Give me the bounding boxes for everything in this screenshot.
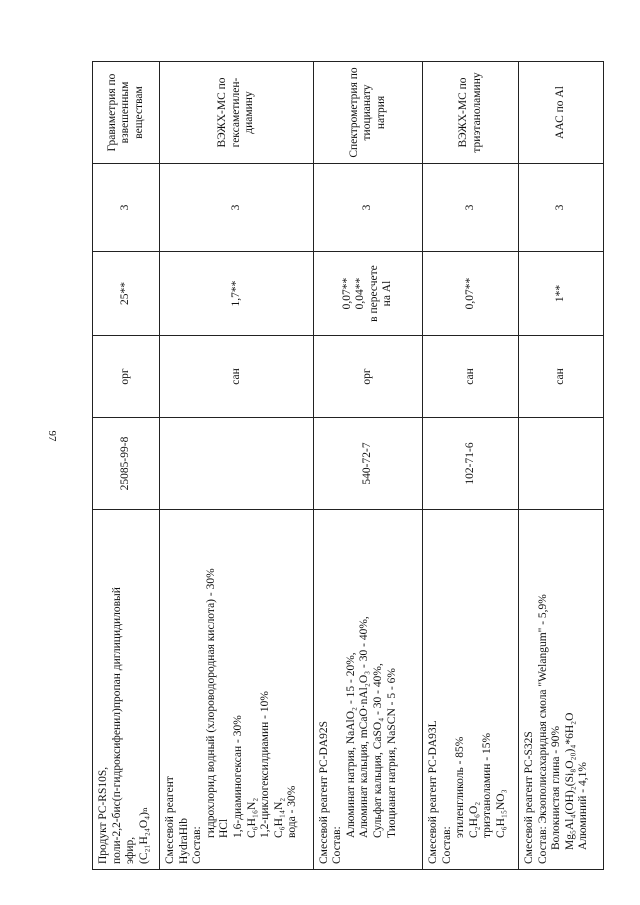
text-line: вода - 30% (286, 785, 299, 838)
text-line: 0,07** (340, 277, 353, 310)
class-cell: 3 (519, 164, 604, 252)
cas-cell: 25085-99-8 (93, 418, 160, 510)
text-line: Состав: (440, 826, 453, 864)
text-line: Смесевой реагент PC-DA92S (317, 720, 330, 864)
text-line: Алюминат натрия, NaAlO₂ - 15 - 20%, (344, 652, 357, 838)
table-row (160, 62, 314, 870)
text-line: гидрохлорид водный (хлороводородная кислота) - 30% (204, 568, 217, 838)
text-line: (C₂₁H₂₄O₄)ₙ (137, 807, 150, 864)
text-line: Смесевой реагент (164, 776, 177, 864)
cas-cell: 102-71-6 (423, 418, 519, 510)
class-cell: 3 (160, 164, 314, 252)
type-cell: орг (93, 336, 160, 418)
cas-cell (160, 418, 314, 510)
class-cell: 3 (313, 164, 422, 252)
text-line: HydraHib (177, 818, 190, 864)
type-cell: орг (313, 336, 422, 418)
text-line: в пересчете (367, 265, 380, 322)
value-cell: 1,7** (160, 252, 314, 336)
class-cell: 3 (423, 164, 519, 252)
value-cell: 25** (93, 252, 160, 336)
table-row (313, 62, 422, 870)
cas-cell (519, 418, 604, 510)
text-line: HCl (218, 818, 231, 838)
table-row (519, 62, 604, 870)
class-cell: 3 (93, 164, 160, 252)
text-line: C₂H₆O₂ (467, 801, 480, 838)
text-line: Продукт PC-RS10S, (97, 766, 109, 864)
method-cell: ВЭЖХ-МС по гексаметилен-диамину (160, 62, 314, 164)
method-cell: ВЭЖХ-МС по триэтаноламину (423, 62, 519, 164)
description-cell (423, 510, 519, 870)
text-line: триэтаноламин - 15% (481, 732, 494, 838)
text-line: Тиоцианат натрия, NaSCN - 5 - 6% (385, 667, 398, 838)
text-line: Состав: (331, 826, 344, 864)
text-line: 0,04** (354, 277, 367, 310)
text-line: эфир, (124, 836, 137, 864)
text-line: 1,6-диаминогексан - 30% (231, 715, 244, 838)
text-line: Состав: Экзополисахаридная смола "Welangum" - 5,9% (536, 594, 549, 864)
text-line: поли-2,2-бис(п-гидроксифенил)пропан диглицидиловый (110, 587, 123, 864)
page-number: 97 (46, 430, 58, 442)
text-line: Mg₅Al₄(OH)₂(Si₈O₂₀)₄*6H₂O (563, 712, 576, 850)
rotated-table-container (92, 62, 604, 870)
text-line: Смесевой реагент PC-S32S (523, 731, 536, 864)
value-cell: 1** (519, 252, 604, 336)
text-line: Сульфат кальция, CaSO₄ - 30 - 40%, (371, 663, 384, 838)
text-line: Смесевой реагент PC-DA93L (427, 720, 440, 864)
text-line: 1,2-циклогексилдиамин - 10% (259, 691, 272, 838)
text-line: Алюминат кальция, mCaO·nAl₂O₃ - 30 - 40%, (358, 616, 371, 838)
method-cell: ААС по Al (519, 62, 604, 164)
description-cell (519, 510, 604, 870)
text-line: на Al (381, 280, 394, 307)
text-line: Алюминий - 4,1% (577, 762, 590, 850)
type-cell: сан (519, 336, 604, 418)
description-cell (160, 510, 314, 870)
text-line: C₆H₁₆N₂ (245, 797, 258, 838)
text-line: C₆H₁₅NO₃ (494, 789, 507, 838)
text-line: Волокнистая глина - 90% (550, 725, 563, 850)
description-cell (93, 510, 160, 870)
text-line: Состав: (191, 826, 204, 864)
table-row (93, 62, 160, 870)
type-cell: сан (423, 336, 519, 418)
cas-cell: 540-72-7 (313, 418, 422, 510)
type-cell: сан (160, 336, 314, 418)
method-cell: Спектрометрия по тиоцианату натрия (313, 62, 422, 164)
text-line: C₆H₁₄N₂ (272, 797, 285, 838)
method-cell: Гравиметрия по взвешенным веществам (93, 62, 160, 164)
value-cell (313, 252, 422, 336)
value-cell: 0,07** (423, 252, 519, 336)
text-line: этиленгликоль - 85% (454, 736, 467, 838)
substances-table (92, 61, 604, 870)
table-row (423, 62, 519, 870)
description-cell (313, 510, 422, 870)
